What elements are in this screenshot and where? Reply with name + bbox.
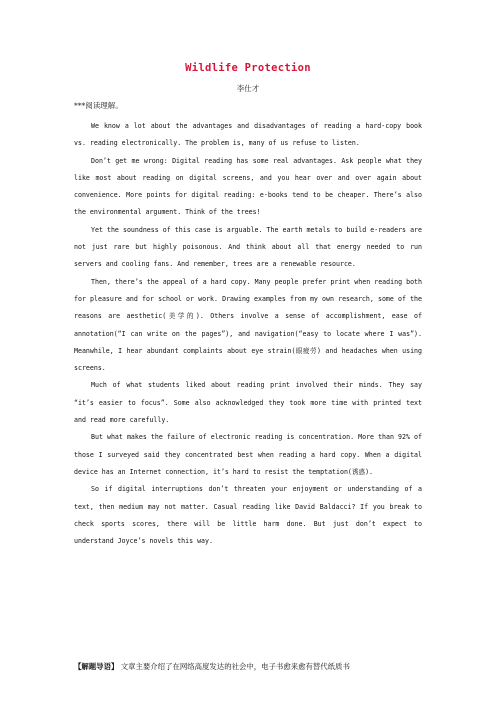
document-title: Wildlife Protection bbox=[185, 62, 311, 74]
solution-guide-label: 【解题导语】 bbox=[74, 662, 119, 671]
paragraph: Yet the soundness of this case is arguable. The earth metals to build e-readers are not just rare but highly poisonous. And think about all that energy needed to run servers and cooling fans. And remember, trees are a renewable resource. bbox=[74, 225, 422, 269]
paragraph: We know a lot about the advantages and disadvantages of reading a hard-copy book vs. reading electronically. The problem is, many of us refuse to listen. bbox=[74, 122, 422, 148]
paragraph: So if digital interruptions don’t threaten your enjoyment or understanding of a text, then medium may not matter. Casual reading like David Baldacci? If you break to check sports scores, there will be little harm done. But just don’t expect to understand Joyce’s novels this way. bbox=[74, 485, 422, 546]
solution-guide bbox=[74, 661, 434, 672]
solution-guide-text: 文章主要介绍了在网络高度发达的社会中，电子书愈来愈有替代纸质书 bbox=[120, 662, 350, 671]
author-name: 李仕才 bbox=[236, 84, 260, 93]
article-body bbox=[74, 118, 422, 550]
paragraph: But what makes the failure of electronic reading is concentration. More than 92% of those I surveyed said they concentrated best when reading a hard copy. When a digital device has an Internet connection, it’s hard to resist the temptation(诱惑). bbox=[74, 433, 422, 476]
section-label: ***阅读理解。 bbox=[74, 101, 123, 110]
paragraph: Much of what students liked about reading print involved their minds. They say “it’s easier to focus”. Some also acknowledged they took more time with printed text and read more carefully. bbox=[74, 381, 422, 425]
paragraph: Then, there’s the appeal of a hard copy. Many people prefer print when reading both for pleasure and for school or work. Drawing examples from my own research, some of the reasons are aesthetic(美学的). Others involve a sense of accomplishment, ease of annotation(“I can write on the pages”), and navigation(“easy to locate where I was”). Meanwhile, I hear abundant complaints about eye strain(眼疲劳) and headaches when using screens. bbox=[74, 277, 422, 373]
paragraph: Don’t get me wrong: Digital reading has some real advantages. Ask people what they like most about reading on digital screens, and you hear over and over again about convenience. More points for digital reading: e-books tend to be cheaper. There’s also the environmental argument. Think of the trees! bbox=[74, 156, 422, 217]
